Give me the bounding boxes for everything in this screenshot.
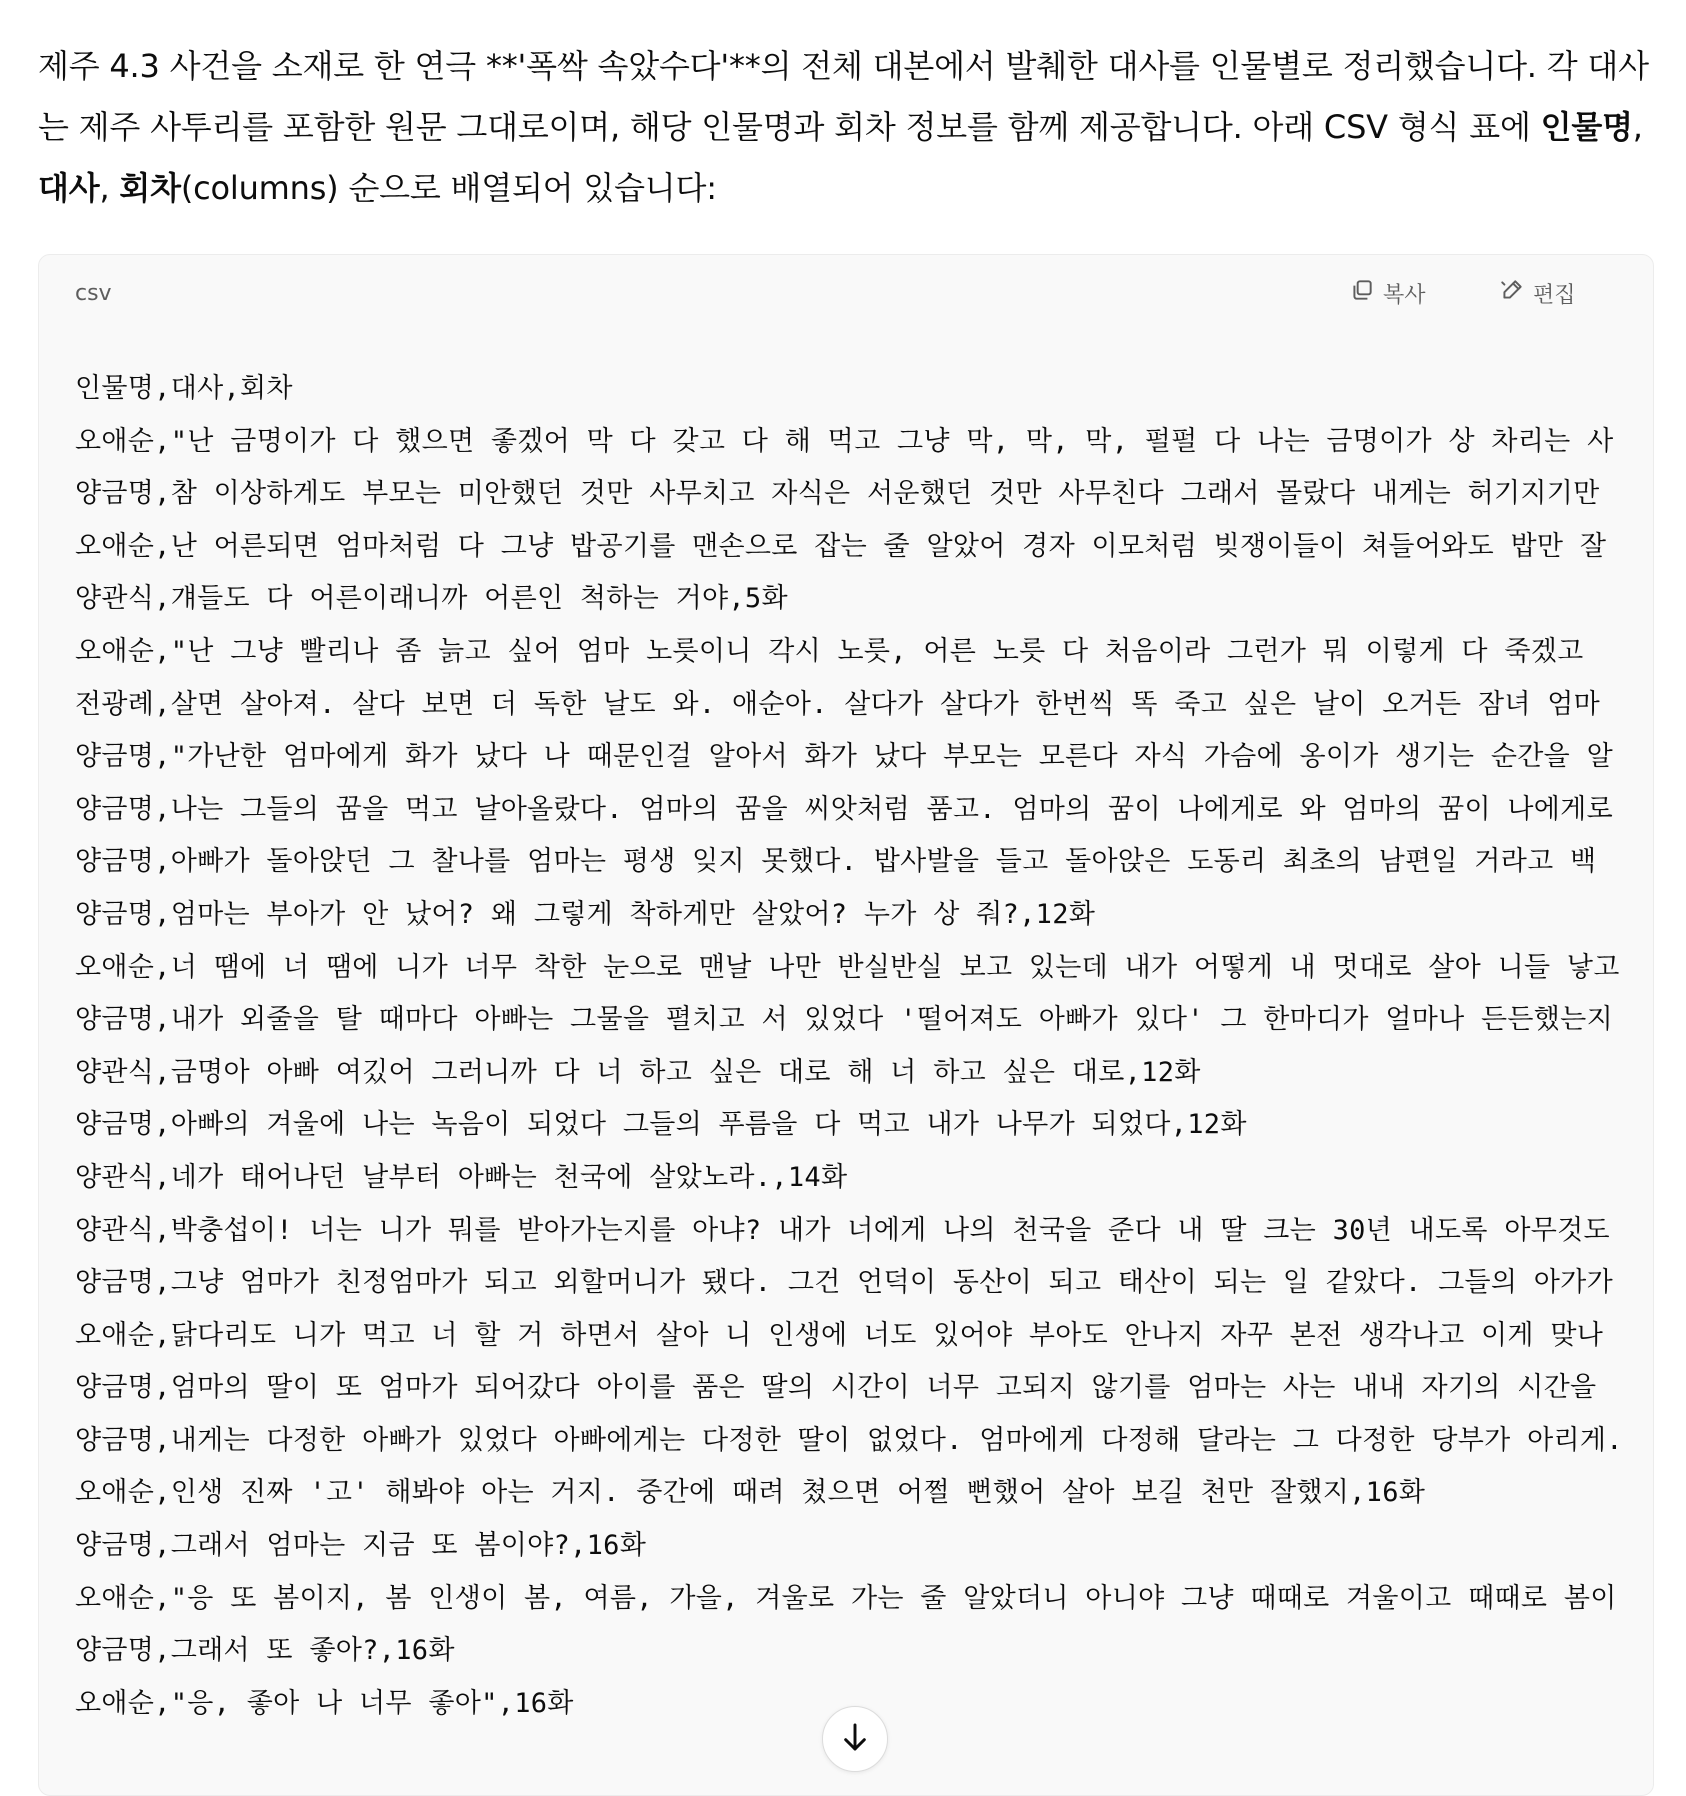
arrow-down-icon — [839, 1721, 871, 1757]
csv-line: 양금명,"가난한 엄마에게 화가 났다 나 때문인걸 알아서 화가 났다 부모는 모른다 자식 가슴에 옹이가 생기는 순간을 알 — [75, 741, 1613, 773]
csv-line: 오애순,인생 진짜 '고' 해봐야 아는 거지. 중간에 때려 쳤으면 어쩔 뻔했어 살아 보길 천만 잘했지,16화 — [75, 1477, 1426, 1509]
csv-line: 양금명,내가 외줄을 탈 때마다 아빠는 그물을 펼치고 서 있었다 '떨어져도 아빠가 있다' 그 한마디가 얼마나 든든했는지 — [75, 1004, 1613, 1036]
csv-code-content — [75, 363, 1653, 1730]
csv-line: 양금명,그래서 엄마는 지금 또 봄이야?,16화 — [75, 1530, 647, 1562]
copy-button-label: 복사 — [1383, 282, 1426, 308]
csv-line: 양관식,네가 태어나던 날부터 아빠는 천국에 살았노라.,14화 — [75, 1161, 848, 1193]
intro-bold-episode: 회차 — [119, 169, 181, 207]
csv-line: 오애순,"난 그냥 빨리나 좀 늙고 싶어 엄마 노릇이니 각시 노릇, 어른 노릇 다 처음이라 그런가 뭐 이렇게 다 죽겠고 — [75, 635, 1584, 667]
intro-text-part1: 제주 4.3 사건을 소재로 한 연극 **'폭싹 속았수다'**의 전체 대본에서 발췌한 대사를 인물별로 정리했습니다. 각 대사는 제주 사투리를 포함한 원문 그대로이며, 해당 인물명과 회차 정보를 함께 제공합니다. 아래 CSV 형식 표에 — [38, 47, 1649, 146]
csv-line: 오애순,"난 금명이가 다 했으면 좋겠어 막 다 갖고 다 해 먹고 그냥 막, 막, 막, 펄펄 다 나는 금명이가 상 차리는 사 — [75, 425, 1614, 457]
csv-line: 오애순,너 땜에 너 땜에 니가 너무 착한 눈으로 맨날 나만 반실반실 보고 있는데 내가 어떻게 내 멋대로 살아 니들 낳고 — [75, 951, 1620, 983]
csv-line: 전광례,살면 살아져. 살다 보면 더 독한 날도 와. 애순아. 살다가 살다가 한번씩 똑 죽고 싶은 날이 오거든 잠녀 엄마 — [75, 688, 1601, 720]
copy-button[interactable] — [1349, 275, 1426, 311]
edit-pencil-icon — [1499, 277, 1525, 309]
scroll-to-bottom-button[interactable] — [822, 1706, 888, 1772]
code-language-label: csv — [75, 281, 112, 306]
csv-line: 양금명,그래서 또 좋아?,16화 — [75, 1635, 455, 1667]
copy-icon — [1349, 277, 1375, 309]
intro-separator-1: , — [1632, 108, 1643, 146]
intro-separator-2: , — [99, 169, 120, 207]
csv-line: 양금명,엄마의 딸이 또 엄마가 되어갔다 아이를 품은 딸의 시간이 너무 고되지 않기를 엄마는 사는 내내 자기의 시간을 — [75, 1372, 1597, 1404]
intro-bold-line: 대사 — [38, 169, 100, 207]
csv-line: 양금명,나는 그들의 꿈을 먹고 날아올랐다. 엄마의 꿈을 씨앗처럼 품고. 엄마의 꿈이 나에게로 와 엄마의 꿈이 나에게로 — [75, 793, 1613, 825]
csv-line: 양관식,박충섭이! 너는 니가 뭐를 받아가는지를 아냐? 내가 너에게 나의 천국을 준다 내 딸 크는 30년 내도록 아무것도 — [75, 1214, 1610, 1246]
csv-line: 양금명,아빠의 겨울에 나는 녹음이 되었다 그들의 푸름을 다 먹고 내가 나무가 되었다,12화 — [75, 1109, 1247, 1141]
intro-paragraph — [38, 36, 1658, 219]
csv-line: 인물명,대사,회차 — [75, 373, 293, 404]
csv-line: 오애순,"응, 좋아 나 너무 좋아",16화 — [75, 1687, 574, 1719]
csv-line: 양금명,내게는 다정한 아빠가 있었다 아빠에게는 다정한 딸이 없었다. 엄마에게 다정해 달라는 그 다정한 당부가 아리게. — [75, 1424, 1623, 1456]
intro-text-part2: (columns) 순으로 배열되어 있습니다: — [180, 169, 717, 207]
csv-line: 오애순,닭다리도 니가 먹고 너 할 거 하면서 살아 니 인생에 너도 있어야 부아도 안나지 자꾸 본전 생각나고 이게 맞나 — [75, 1319, 1604, 1351]
csv-line: 오애순,난 어른되면 엄마처럼 다 그냥 밥공기를 맨손으로 잡는 줄 알았어 경자 이모처럼 빚쟁이들이 쳐들어와도 밥만 잘 — [75, 530, 1607, 562]
edit-button-label: 편집 — [1533, 282, 1576, 308]
csv-line: 양관식,금명아 아빠 여깄어 그러니까 다 너 하고 싶은 대로 해 너 하고 싶은 대로,12화 — [75, 1056, 1201, 1088]
csv-line: 양금명,엄마는 부아가 안 났어? 왜 그렇게 착하게만 살았어? 누가 상 줘?,12화 — [75, 898, 1096, 930]
csv-line: 양금명,그냥 엄마가 친정엄마가 되고 외할머니가 됐다. 그건 언덕이 동산이 되고 태산이 되는 일 같았다. 그들의 아가가 — [75, 1267, 1613, 1299]
csv-line: 양금명,참 이상하게도 부모는 미안했던 것만 사무치고 자식은 서운했던 것만 사무친다 그래서 몰랐다 내게는 허기지기만 — [75, 478, 1600, 510]
edit-button[interactable] — [1499, 275, 1576, 311]
intro-bold-character: 인물명 — [1540, 108, 1633, 146]
code-block-header — [39, 255, 1653, 335]
csv-line: 양금명,아빠가 돌아앉던 그 찰나를 엄마는 평생 잊지 못했다. 밥사발을 들고 돌아앉은 도동리 최초의 남편일 거라고 백 — [75, 846, 1597, 878]
csv-line: 양관식,걔들도 다 어른이래니까 어른인 척하는 거야,5화 — [75, 583, 788, 615]
csv-code-block — [38, 254, 1654, 1796]
csv-line: 오애순,"응 또 봄이지, 봄 인생이 봄, 여름, 가을, 겨울로 가는 줄 알았더니 아니야 그냥 때때로 겨울이고 때때로 봄이 — [75, 1582, 1617, 1614]
